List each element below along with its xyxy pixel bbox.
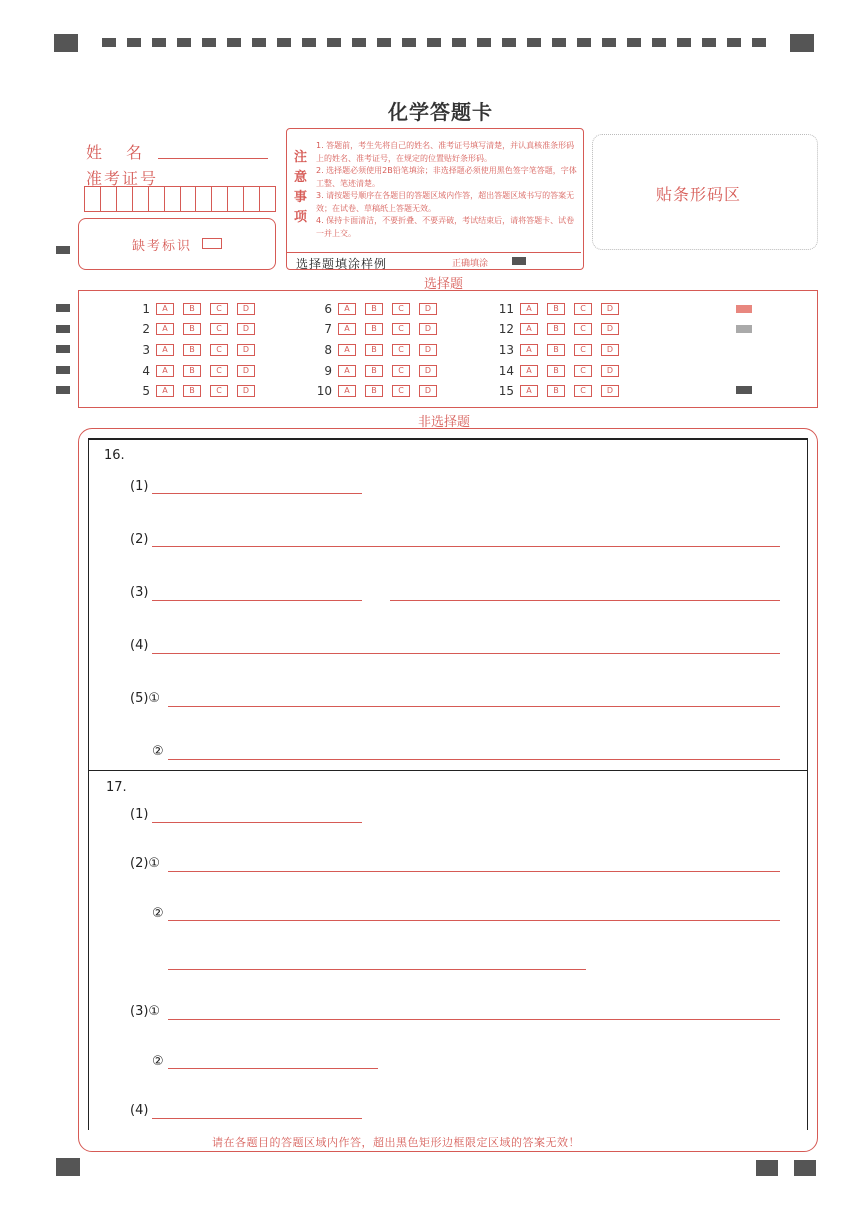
timing-mark-top	[277, 38, 291, 47]
mc-option-bubble[interactable]: B	[365, 385, 383, 397]
mc-option-bubble[interactable]: C	[574, 344, 592, 356]
answer-line[interactable]	[152, 546, 780, 547]
answer-line[interactable]	[152, 1118, 362, 1119]
timing-mark-top-left	[54, 34, 78, 52]
mc-option-bubble[interactable]: C	[392, 303, 410, 315]
mc-option-bubble[interactable]: B	[365, 344, 383, 356]
notice-item: 3. 请按题号顺序在各题目的答题区域内作答，超出答题区域书写的答案无效；在试卷、草稿纸上答题无效。	[316, 191, 575, 213]
mc-option-bubble[interactable]: A	[156, 344, 174, 356]
mc-option-bubble[interactable]: C	[210, 323, 228, 335]
absent-checkbox[interactable]	[202, 238, 222, 249]
mc-option-bubble[interactable]: A	[520, 385, 538, 397]
timing-mark-top	[702, 38, 716, 47]
mc-question	[494, 322, 628, 336]
q16-number: 16.	[104, 448, 125, 463]
mc-option-bubble[interactable]: A	[520, 303, 538, 315]
mc-question	[494, 384, 628, 398]
mc-option-bubble[interactable]: D	[601, 323, 619, 335]
timing-mark-top	[402, 38, 416, 47]
timing-mark-top	[102, 38, 116, 47]
mc-question	[494, 343, 628, 357]
mc-option-bubble[interactable]: D	[419, 323, 437, 335]
mc-question-number: 4	[142, 364, 150, 378]
mc-question	[312, 302, 446, 316]
mc-option-bubble[interactable]: B	[547, 323, 565, 335]
timing-mark-top	[602, 38, 616, 47]
absent-label: 缺考标识	[132, 239, 193, 254]
timing-mark-top	[452, 38, 466, 47]
mc-question-number: 11	[498, 302, 514, 316]
mc-question	[312, 364, 446, 378]
exam-no-cells[interactable]	[84, 186, 276, 212]
mc-option-bubble[interactable]: C	[392, 385, 410, 397]
mc-question-number: 12	[498, 322, 514, 336]
mc-option-bubble[interactable]: A	[520, 365, 538, 377]
mc-option-bubble[interactable]: A	[520, 344, 538, 356]
timing-mark-top	[677, 38, 691, 47]
mc-option-bubble[interactable]: A	[338, 323, 356, 335]
timing-mark-right-red	[736, 305, 752, 313]
timing-mark-bottom-left	[56, 1158, 80, 1176]
timing-mark-left	[56, 325, 70, 333]
exam-no-label: 准考证号	[86, 169, 159, 188]
mc-option-bubble[interactable]: B	[547, 344, 565, 356]
timing-mark-top	[177, 38, 191, 47]
mc-option-bubble[interactable]: C	[574, 385, 592, 397]
mc-section-title: 选择题	[424, 277, 464, 292]
mc-question-number: 3	[142, 343, 150, 357]
timing-mark-left	[56, 366, 70, 374]
mc-option-bubble[interactable]: B	[365, 365, 383, 377]
mc-option-bubble[interactable]: D	[601, 303, 619, 315]
mc-option-bubble[interactable]: B	[183, 303, 201, 315]
timing-mark-top	[477, 38, 491, 47]
timing-mark-left	[56, 246, 70, 254]
mc-option-bubble[interactable]: D	[237, 323, 255, 335]
mc-option-bubble[interactable]: A	[338, 385, 356, 397]
notice-heading-char: 事	[294, 190, 308, 205]
answer-line[interactable]	[168, 1019, 780, 1020]
mc-question	[130, 364, 264, 378]
mc-option-bubble[interactable]: A	[156, 365, 174, 377]
mc-option-bubble[interactable]: B	[365, 303, 383, 315]
q17-part-4: (4)	[130, 1103, 149, 1118]
question-divider	[88, 770, 807, 771]
q17-part-1: (1)	[130, 807, 149, 822]
mc-option-bubble[interactable]: B	[547, 365, 565, 377]
mc-question-number: 9	[324, 364, 332, 378]
mc-option-bubble[interactable]: B	[547, 385, 565, 397]
barcode-label: 贴条形码区	[656, 185, 742, 204]
notice-heading-char: 意	[294, 170, 308, 185]
mc-option-bubble[interactable]: D	[237, 344, 255, 356]
q17-part-2b: ②	[152, 906, 164, 921]
timing-mark-top	[577, 38, 591, 47]
timing-mark-top	[127, 38, 141, 47]
mc-option-bubble[interactable]: A	[156, 385, 174, 397]
mc-option-bubble[interactable]: D	[419, 344, 437, 356]
q17-part-3: (3)①	[130, 1004, 161, 1019]
timing-mark-bottom-right	[794, 1160, 816, 1176]
timing-mark-left	[56, 304, 70, 312]
mc-option-bubble[interactable]: B	[183, 385, 201, 397]
answer-line[interactable]	[168, 969, 586, 970]
mc-option-bubble[interactable]: A	[520, 323, 538, 335]
mc-option-bubble[interactable]: D	[601, 365, 619, 377]
answer-line[interactable]	[168, 1068, 378, 1069]
timing-mark-top	[427, 38, 441, 47]
mc-option-bubble[interactable]: C	[210, 365, 228, 377]
mc-question-number: 13	[498, 343, 514, 357]
timing-mark-top	[302, 38, 316, 47]
mc-question	[494, 302, 628, 316]
fill-example-label: 选择题填涂样例	[296, 257, 388, 271]
mc-option-bubble[interactable]: A	[156, 303, 174, 315]
mc-question	[130, 384, 264, 398]
mc-question-number: 7	[324, 322, 332, 336]
timing-mark-top	[352, 38, 366, 47]
q17-part-2: (2)①	[130, 856, 161, 871]
mc-option-bubble[interactable]: A	[338, 344, 356, 356]
answer-line[interactable]	[390, 600, 780, 601]
mc-option-bubble[interactable]: C	[392, 344, 410, 356]
answer-line[interactable]	[152, 493, 362, 494]
answer-line[interactable]	[168, 920, 780, 921]
notice-item: 4. 保持卡面清洁，不要折叠、不要弄破，考试结束后，请将答题卡、试卷一并上交。	[316, 216, 575, 238]
mc-option-bubble[interactable]: B	[183, 323, 201, 335]
q16-part-2: (2)	[130, 532, 149, 547]
mc-question-number: 10	[316, 384, 332, 398]
answer-line[interactable]	[152, 600, 362, 601]
timing-mark-top	[752, 38, 766, 47]
answer-line[interactable]	[168, 706, 780, 707]
mc-question-number: 15	[498, 384, 514, 398]
answer-line[interactable]	[152, 822, 362, 823]
answer-line[interactable]	[168, 871, 780, 872]
mc-option-bubble[interactable]: D	[237, 385, 255, 397]
timing-mark-top	[627, 38, 641, 47]
timing-mark-top	[152, 38, 166, 47]
mc-option-bubble[interactable]: D	[419, 303, 437, 315]
timing-mark-top	[552, 38, 566, 47]
name-field-line[interactable]	[158, 158, 268, 159]
q16-part-4: (4)	[130, 638, 149, 653]
page-title: 化学答题卡	[388, 100, 493, 124]
mc-question	[130, 343, 264, 357]
notice-divider	[287, 252, 581, 253]
answer-line[interactable]	[168, 759, 780, 760]
timing-mark-left	[56, 386, 70, 394]
mc-option-bubble[interactable]: C	[210, 303, 228, 315]
timing-mark-right	[736, 386, 752, 394]
notice-heading-char: 项	[294, 210, 308, 225]
q16-part-5b: ②	[152, 744, 164, 759]
mc-question-number: 2	[142, 322, 150, 336]
mc-option-bubble[interactable]: D	[237, 303, 255, 315]
mc-question-number: 8	[324, 343, 332, 357]
q16-part-5: (5)①	[130, 691, 161, 706]
timing-mark-top	[377, 38, 391, 47]
mc-question	[130, 302, 264, 316]
mc-option-bubble[interactable]: A	[156, 323, 174, 335]
mc-option-bubble[interactable]: C	[574, 323, 592, 335]
mc-question-number: 1	[142, 302, 150, 316]
timing-mark-top	[527, 38, 541, 47]
q17-part-3b: ②	[152, 1054, 164, 1069]
footer-note: 请在各题目的答题区域内作答，超出黑色矩形边框限定区域的答案无效！	[212, 1136, 580, 1149]
mc-option-bubble[interactable]: C	[210, 344, 228, 356]
correct-fill-label: 正确填涂	[452, 259, 489, 269]
mc-option-bubble[interactable]: C	[574, 303, 592, 315]
mc-question-number: 5	[142, 384, 150, 398]
mc-option-bubble[interactable]: B	[365, 323, 383, 335]
nonmc-section-title: 非选择题	[418, 415, 471, 430]
notice-heading-char: 注	[294, 150, 308, 165]
notice-text	[316, 140, 578, 240]
q16-part-1: (1)	[130, 479, 149, 494]
q16-part-3: (3)	[130, 585, 149, 600]
mc-question	[494, 364, 628, 378]
timing-mark-top	[502, 38, 516, 47]
mc-option-bubble[interactable]: C	[574, 365, 592, 377]
notice-heading	[294, 148, 308, 228]
mc-option-bubble[interactable]: A	[338, 303, 356, 315]
q17-number: 17.	[106, 780, 127, 795]
timing-mark-top	[252, 38, 266, 47]
mc-option-bubble[interactable]: A	[338, 365, 356, 377]
mc-option-bubble[interactable]: B	[183, 365, 201, 377]
timing-mark-top	[652, 38, 666, 47]
mc-option-bubble[interactable]: D	[601, 344, 619, 356]
mc-question-number: 14	[498, 364, 514, 378]
notice-item: 2. 选择题必须使用2B铅笔填涂；非选择题必须使用黑色签字笔答题，字体工整、笔迹清楚。	[316, 166, 577, 188]
timing-mark-right-gray	[736, 325, 752, 333]
mc-option-bubble[interactable]: C	[210, 385, 228, 397]
mc-question-number: 6	[324, 302, 332, 316]
timing-mark-top	[327, 38, 341, 47]
mc-question	[312, 343, 446, 357]
mc-option-bubble[interactable]: B	[183, 344, 201, 356]
correct-fill-sample	[512, 257, 526, 265]
answer-line[interactable]	[152, 653, 780, 654]
timing-mark-top	[202, 38, 216, 47]
timing-mark-top	[227, 38, 241, 47]
mc-option-bubble[interactable]: D	[419, 385, 437, 397]
mc-question	[312, 384, 446, 398]
mc-question	[130, 322, 264, 336]
timing-mark-left	[56, 345, 70, 353]
timing-mark-bottom-right	[756, 1160, 778, 1176]
mc-option-bubble[interactable]: C	[392, 323, 410, 335]
mc-option-bubble[interactable]: D	[419, 365, 437, 377]
mc-option-bubble[interactable]: C	[392, 365, 410, 377]
mc-option-bubble[interactable]: D	[237, 365, 255, 377]
timing-mark-top	[727, 38, 741, 47]
notice-item: 1. 答题前，考生先将自己的姓名、准考证号填写清楚，并认真核准条形码上的姓名、准考证号，在规定的位置贴好条形码。	[316, 141, 575, 163]
name-label: 姓 名	[86, 143, 147, 162]
timing-mark-top-right	[790, 34, 814, 52]
mc-option-bubble[interactable]: B	[547, 303, 565, 315]
answer-frame	[88, 438, 808, 1130]
mc-option-bubble[interactable]: D	[601, 385, 619, 397]
mc-question	[312, 322, 446, 336]
